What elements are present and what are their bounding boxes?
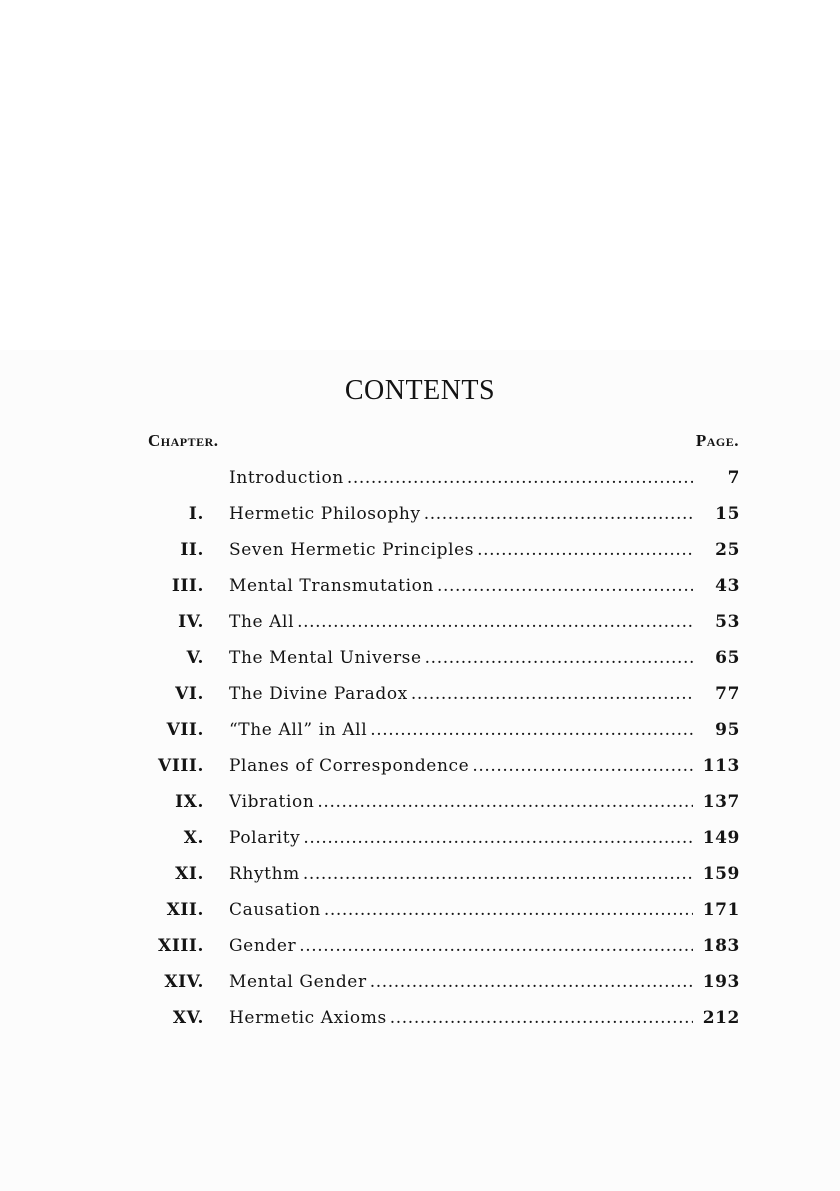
chapter-number: V. [186,648,204,668]
chapter-title: The Mental Universe [229,648,422,668]
chapter-number: VIII. [158,756,204,776]
toc-entry-2 [140,534,740,570]
page-number: 113 [693,750,740,782]
chapter-number: XI. [175,864,204,884]
chapter-title: The All [229,612,295,632]
page-number: 7 [693,462,740,494]
chapter-column-label: Chapter. [148,431,219,450]
page-title: CONTENTS [344,375,496,406]
toc-entry-14 [140,966,740,1002]
toc-entry-5 [140,642,740,678]
chapter-number: IX. [175,792,204,812]
chapter-title: Seven Hermetic Principles [229,540,475,560]
chapter-number: VI. [175,684,204,704]
page-number: 65 [693,642,740,674]
page-number: 193 [693,966,740,998]
toc-entry-12 [140,894,740,930]
page-column-label: Page. [695,431,739,450]
chapter-title: “The All” in All [229,720,368,740]
toc-entry-introduction [140,462,740,498]
chapter-title: Mental Transmutation [229,576,434,596]
chapter-title: Vibration [229,792,315,812]
toc-entry-11 [140,858,740,894]
page-number: 183 [693,930,740,962]
chapter-title: Polarity [229,828,301,848]
toc-entry-6 [140,678,740,714]
toc-entry-8 [140,750,740,786]
page-number: 137 [693,786,740,818]
page-number: 43 [693,570,740,602]
chapter-title: Introduction [229,468,344,488]
toc-entry-15 [140,1002,740,1038]
chapter-number: VII. [166,720,204,740]
page-number: 53 [693,606,740,638]
chapter-title: Mental Gender [229,972,367,992]
toc-entry-4 [140,606,740,642]
chapter-number: XIV. [164,972,204,992]
toc-entry-13 [140,930,740,966]
toc-entry-9 [140,786,740,822]
chapter-title: Gender [229,936,297,956]
chapter-number: I. [188,504,204,524]
chapter-title: Rhythm [229,864,300,884]
page-number: 15 [693,498,740,530]
chapter-number: IV. [178,612,204,632]
chapter-title: Causation [229,900,321,920]
chapter-title: Hermetic Philosophy [229,504,421,524]
chapter-number: III. [171,576,204,596]
page-number: 171 [693,894,740,926]
table-of-contents [140,462,740,1038]
chapter-number: XII. [166,900,204,920]
page-number: 25 [693,534,740,566]
page-number: 212 [693,1002,740,1034]
chapter-number: XIII. [158,936,204,956]
chapter-number: XV. [172,1008,204,1028]
chapter-number: X. [183,828,204,848]
toc-entry-3 [140,570,740,606]
chapter-title: The Divine Paradox [229,684,408,704]
toc-entry-1 [140,498,740,534]
page-number: 159 [693,858,740,890]
chapter-title: Hermetic Axioms [229,1008,387,1028]
toc-entry-7 [140,714,740,750]
chapter-number: II. [180,540,204,560]
chapter-title: Planes of Correspondence [229,756,470,776]
toc-entry-10 [140,822,740,858]
page-number: 149 [693,822,740,854]
page-number: 95 [693,714,740,746]
page-number: 77 [693,678,740,710]
